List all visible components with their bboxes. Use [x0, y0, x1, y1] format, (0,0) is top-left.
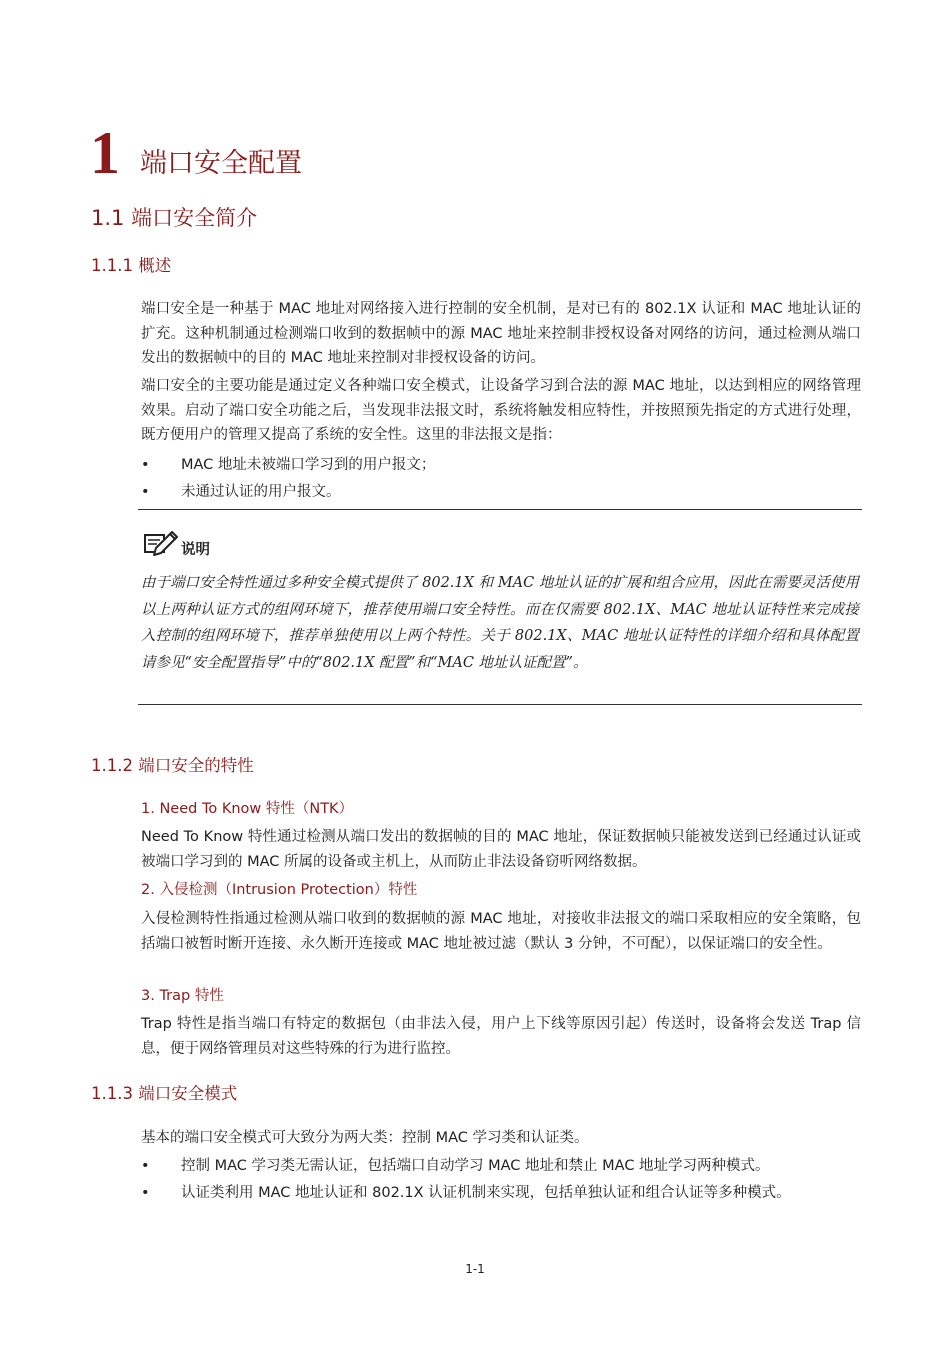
- list-item-text: 控制 MAC 学习类无需认证，包括端口自动学习 MAC 地址和禁止 MAC 地址学习两种模式。: [181, 1158, 770, 1174]
- feature-text-ntk: Need To Know 特性通过检测从端口发出的数据帧的目的 MAC 地址，保证数据帧只能被发送到已经通过认证或被端口学习到的 MAC 所属的设备或主机上，从而防止非法设备窃听网络数据。: [141, 829, 861, 870]
- note-pencil-icon: [142, 528, 180, 558]
- subsection-title-overview: 1.1.1 概述: [91, 256, 172, 275]
- feature-text-intrusion: 入侵检测特性指通过检测从端口收到的数据帧的源 MAC 地址，对接收非法报文的端口采取相应的安全策略，包括端口被暂时断开连接、永久断开连接或 MAC 地址被过滤（默认 3 分钟，不可配），以保证端口的安全性。: [141, 911, 861, 952]
- chapter-title: 端口安全配置: [140, 148, 302, 179]
- section-title: 1.1 端口安全简介: [91, 206, 258, 230]
- list-item-text: 认证类利用 MAC 地址认证和 802.1X 认证机制来实现，包括单独认证和组合认证等多种模式。: [181, 1185, 791, 1201]
- list-item-text: MAC 地址未被端口学习到的用户报文；: [181, 457, 436, 473]
- bullet-icon: •: [141, 457, 150, 473]
- bullet-icon: •: [141, 1185, 150, 1201]
- list-item-text: 未通过认证的用户报文。: [181, 484, 341, 500]
- feature-heading-trap: 3. Trap 特性: [141, 988, 224, 1004]
- note-text: 由于端口安全特性通过多种安全模式提供了 802.1X 和 MAC 地址认证的扩展和组合应用，因此在需要灵活使用以上两种认证方式的组网环境下，推荐使用端口安全特性。而在仅需要 802.1X、MAC 地址认证特性来完成接入控制的组网环境下，推荐单独使用以上两个特性。关于 802.1X、MAC 地址认证特性的详细介绍和具体配置请参见“安全配置指导”中的“802.1X 配置”和“MAC 地址认证配置”。: [141, 575, 859, 671]
- subsection-title-features: 1.1.2 端口安全的特性: [91, 756, 254, 775]
- feature-text-trap: Trap 特性是指当端口有特定的数据包（由非法入侵，用户上下线等原因引起）传送时，设备将会发送 Trap 信息，便于网络管理员对这些特殊的行为进行监控。: [141, 1016, 861, 1057]
- feature-heading-intrusion: 2. 入侵检测（Intrusion Protection）特性: [141, 882, 418, 898]
- note-label: 说明: [181, 542, 210, 558]
- bullet-icon: •: [141, 1158, 150, 1174]
- chapter-number: 1: [90, 120, 120, 186]
- note-bottom-rule: [138, 704, 862, 705]
- subsection-title-modes: 1.1.3 端口安全模式: [91, 1084, 238, 1103]
- overview-paragraph-2: 端口安全的主要功能是通过定义各种端口安全模式，让设备学习到合法的源 MAC 地址，以达到相应的网络管理效果。启动了端口安全功能之后，当发现非法报文时，系统将触发相应特性，并按照预先指定的方式进行处理，既方便用户的管理又提高了系统的安全性。这里的非法报文是指：: [141, 378, 861, 443]
- overview-paragraph-1: 端口安全是一种基于 MAC 地址对网络接入进行控制的安全机制，是对已有的 802.1X 认证和 MAC 地址认证的扩充。这种机制通过检测端口收到的数据帧中的源 MAC 地址来控制非授权设备对网络的访问，通过检测从端口发出的数据帧中的目的 MAC 地址来控制对非授权设备的访问。: [141, 301, 861, 366]
- note-top-rule: [138, 509, 862, 510]
- bullet-icon: •: [141, 484, 150, 500]
- page-number: 1-1: [465, 1262, 485, 1276]
- modes-paragraph: 基本的端口安全模式可大致分为两大类：控制 MAC 学习类和认证类。: [141, 1130, 589, 1146]
- feature-heading-ntk: 1. Need To Know 特性（NTK）: [141, 801, 354, 817]
